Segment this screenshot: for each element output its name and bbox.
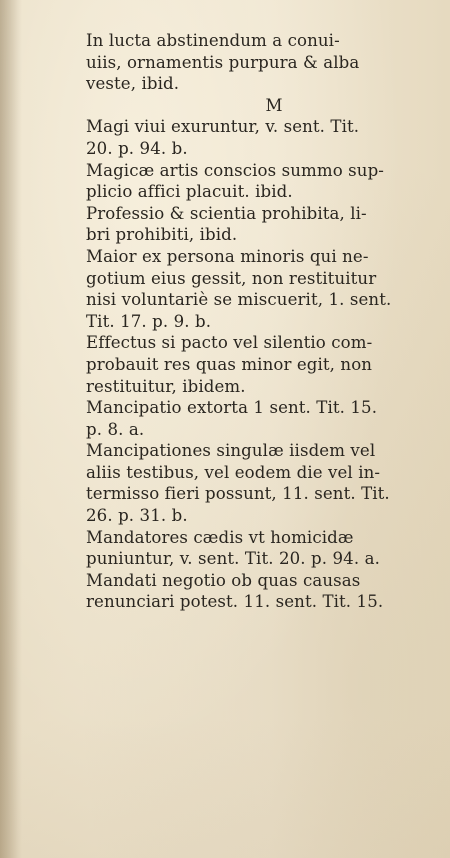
text-line: restituitur, ibidem. (86, 376, 246, 396)
text-line: 26. p. 31. b. (86, 506, 188, 526)
text-line: 20. p. 94. b. (86, 138, 188, 158)
text-line: Magi viui exuruntur, v. sent. Tit. (86, 117, 360, 137)
text-line: plicio affici placuit. ibid. (86, 182, 293, 202)
text-line: termisso fieri possunt, 11. sent. Tit. (86, 484, 390, 504)
paper-tone (0, 718, 450, 858)
text-line: puniuntur, v. sent. Tit. 20. p. 94. a. (86, 549, 380, 569)
text-line: Mandatores cædis vt homicidæ (86, 527, 354, 547)
text-line: aliis testibus, vel eodem die vel in- (86, 462, 381, 482)
text-line: Professio & scientia prohibita, li- (86, 203, 367, 223)
text-line: probauit res quas minor egit, non (86, 354, 373, 374)
text-line: bri prohibiti, ibid. (86, 225, 238, 245)
text-line: veste, ibid. (86, 74, 180, 94)
index-text-block (86, 30, 438, 613)
text-line: Tit. 17. p. 9. b. (86, 311, 212, 331)
text-line: Effectus si pacto vel silentio com- (86, 333, 373, 353)
text-line: Mandati negotio ob quas causas (86, 570, 361, 590)
text-line: gotium eius gessit, non restituitur (86, 268, 377, 288)
text-line: nisi voluntariè se miscuerit, 1. sent. (86, 290, 392, 310)
text-line: Mancipationes singulæ iisdem vel (86, 441, 376, 461)
text-line: renunciari potest. 11. sent. Tit. 15. (86, 592, 384, 612)
text-line: In lucta abstinendum a conui- (86, 31, 340, 50)
text-line: uiis, ornamentis purpura & alba (86, 52, 360, 72)
text-line: p. 8. a. (86, 419, 145, 439)
text-line: Maior ex persona minoris qui ne- (86, 246, 369, 266)
text-line: Mancipatio extorta 1 sent. Tit. 15. (86, 398, 378, 418)
section-letter-heading: M (265, 95, 283, 115)
text-line: Magicæ artis conscios summo sup- (86, 160, 385, 180)
